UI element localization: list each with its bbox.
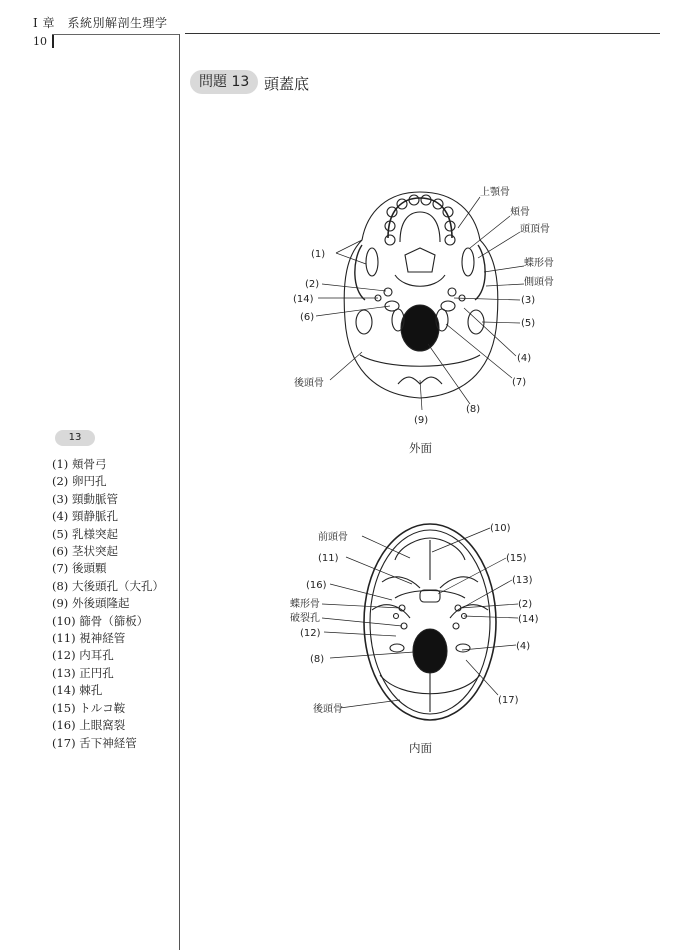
answer-item: (4) 頸静脈孔 <box>52 509 118 524</box>
label-n11-inner: (11) <box>318 553 339 564</box>
inner-leader-lines <box>322 528 518 708</box>
label-n17-inner: (17) <box>498 695 519 706</box>
skull-outer-view <box>344 192 498 398</box>
label-n16-inner: (16) <box>306 580 327 591</box>
label-n1-outer: (1) <box>311 249 326 260</box>
answer-item: (12) 内耳孔 <box>52 648 114 663</box>
label-n9-outer: (9) <box>414 415 429 426</box>
answer-item: (11) 視神経管 <box>52 631 126 646</box>
answer-item: (3) 頸動脈管 <box>52 491 118 506</box>
label-maxilla: 上顎骨 <box>480 187 510 198</box>
page-number: 10 <box>33 35 47 48</box>
answer-item: (14) 棘孔 <box>52 683 103 698</box>
label-n6-outer: (6) <box>300 312 315 323</box>
answer-item: (5) 乳様突起 <box>52 526 118 541</box>
label-n14-outer: (14) <box>293 294 314 305</box>
label-n10-inner: (10) <box>490 523 511 534</box>
chapter-header: I 章 系統別解剖生理学 <box>33 16 168 30</box>
question-title: 頭蓋底 <box>264 75 310 93</box>
label-occipital-outer: 後頭骨 <box>294 378 324 389</box>
label-n14-inner: (14) <box>518 614 539 625</box>
caption-outer: 外面 <box>409 441 432 455</box>
answer-badge: 13 <box>55 430 95 446</box>
label-n5-outer: (5) <box>521 318 536 329</box>
label-frontal: 前頭骨 <box>318 532 348 543</box>
label-n8-outer: (8) <box>466 404 481 415</box>
label-n8-inner: (8) <box>310 654 325 665</box>
answer-item: (1) 頬骨弓 <box>52 457 107 471</box>
label-n2-outer: (2) <box>305 279 320 290</box>
label-n4-outer: (4) <box>517 353 532 364</box>
label-n15-inner: (15) <box>506 553 527 564</box>
label-temporal: 側頭骨 <box>524 277 554 288</box>
answer-item: (15) トルコ鞍 <box>52 700 126 715</box>
label-occipital-inner: 後頭骨 <box>313 704 343 715</box>
skull-inner-view <box>364 524 496 720</box>
label-n13-inner: (13) <box>512 575 533 586</box>
label-n3-outer: (3) <box>521 295 536 306</box>
outer-leader-lines <box>316 197 527 410</box>
label-sphenoid-inner: 蝶形骨 <box>290 599 320 610</box>
label-n4-inner: (4) <box>516 641 531 652</box>
answer-item: (9) 外後頭隆起 <box>52 596 130 611</box>
answer-item: (7) 後頭顆 <box>52 561 107 576</box>
label-parietal: 頭頂骨 <box>520 224 550 235</box>
label-sphenoid-outer: 蝶形骨 <box>524 258 554 269</box>
label-foramen-lacerum: 破裂孔 <box>290 613 320 624</box>
label-n2-inner: (2) <box>518 599 533 610</box>
label-n7-outer: (7) <box>512 377 527 388</box>
answer-item: (13) 正円孔 <box>52 665 114 680</box>
answer-item: (16) 上眼窩裂 <box>52 718 126 733</box>
label-zygomatic: 頬骨 <box>510 207 530 218</box>
question-badge: 問題 13 <box>190 70 258 94</box>
answer-item: (8) 大後頭孔（大孔） <box>52 578 164 593</box>
answer-item: (2) 卵円孔 <box>52 474 107 489</box>
caption-inner: 内面 <box>409 741 432 755</box>
answer-item: (17) 舌下神経管 <box>52 735 137 750</box>
answer-list <box>52 456 164 752</box>
answer-item: (6) 茎状突起 <box>52 544 118 559</box>
answer-item: (10) 篩骨（篩板） <box>52 613 149 628</box>
label-n12-inner: (12) <box>300 628 321 639</box>
